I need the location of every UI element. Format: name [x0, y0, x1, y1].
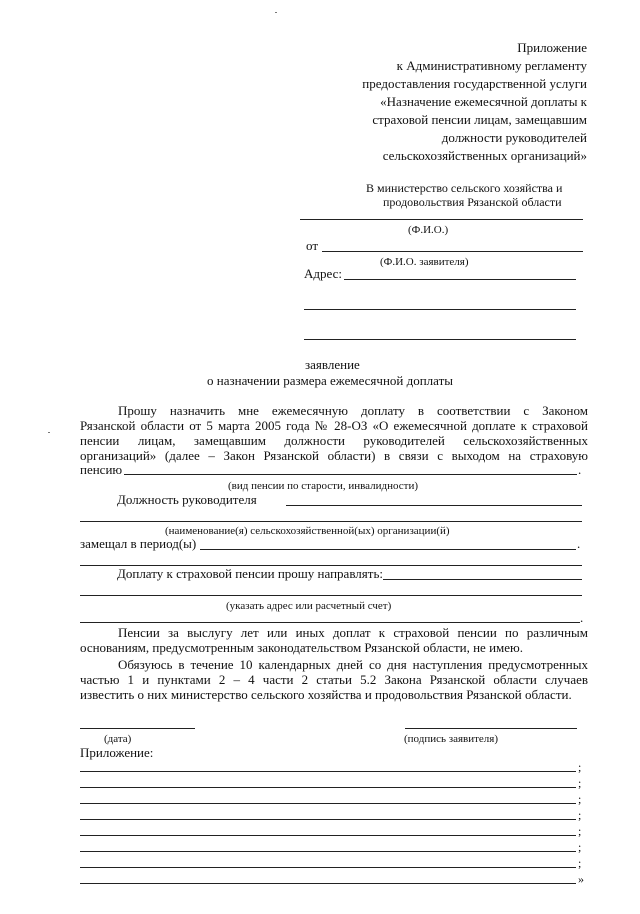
title-line: о назначении размера ежемесячной доплаты: [207, 373, 454, 388]
attachment-line-end: ;: [578, 824, 582, 838]
attachment-line-end: ;: [578, 808, 582, 822]
applicant-caption: (Ф.И.О. заявителя): [380, 256, 469, 268]
scan-speck: [48, 432, 50, 433]
pension-label: пенсию: [80, 462, 123, 477]
payment-label: Доплату к страховой пенсии прошу направлять:: [117, 566, 383, 581]
organization-caption: (наименование(я) сельскохозяйственной(ых) организации(й): [165, 525, 450, 537]
header-line: Приложение: [517, 40, 587, 55]
body-paragraph-line: Прошу назначить мне ежемесячную доплату в соответствии с Законом: [118, 403, 588, 418]
attachment-line[interactable]: [80, 819, 576, 820]
body-paragraph-line: Пенсии за выслугу лет или иных доплат к страховой пенсии по различным: [118, 625, 588, 640]
recipient-line: В министерство сельского хозяйства и: [366, 181, 563, 195]
scan-speck: [275, 12, 277, 13]
attachment-line-end: »: [578, 872, 584, 886]
body-paragraph-line: частью 1 и пунктами 2 – 4 части 2 статьи 5.2 Закона Рязанской области случаев: [80, 672, 588, 687]
header-line: страховой пенсии лицам, замещавшим: [372, 112, 587, 127]
applicant-name-line[interactable]: [322, 251, 583, 252]
from-label: от: [306, 238, 319, 253]
period-line[interactable]: [200, 549, 576, 550]
signature-line[interactable]: [405, 728, 577, 729]
payment-line[interactable]: [80, 595, 582, 596]
attachment-line-end: ;: [578, 856, 582, 870]
signature-caption: (подпись заявителя): [404, 733, 499, 745]
attachment-line[interactable]: [80, 771, 576, 772]
pension-end-dot: .: [578, 462, 582, 477]
header-line: должности руководителей: [441, 130, 587, 145]
attachment-line[interactable]: [80, 883, 576, 884]
pension-type-line[interactable]: [124, 474, 577, 475]
body-paragraph-line: основаниям, предусмотренным законодательством Рязанской области, не имею.: [80, 640, 523, 655]
fio-line[interactable]: [300, 219, 583, 220]
attachment-line-end: ;: [578, 840, 582, 854]
body-paragraph-line: пенсии лицам, замещавшим должности руководителей сельскохозяйственных: [80, 433, 588, 448]
organization-line[interactable]: [80, 521, 582, 522]
pension-caption: (вид пенсии по старости, инвалидности): [228, 480, 419, 492]
attachment-line-end: ;: [578, 792, 582, 806]
header-line: предоставления государственной услуги: [362, 76, 587, 91]
attachment-line-end: ;: [578, 760, 582, 774]
address-line[interactable]: [344, 279, 576, 280]
date-line[interactable]: [80, 728, 195, 729]
title-line: заявление: [305, 357, 360, 372]
header-line: к Административному регламенту: [396, 58, 587, 73]
fio-caption: (Ф.И.О.): [408, 224, 449, 236]
payment-line[interactable]: [80, 622, 580, 623]
body-paragraph-line: известить о них министерство сельского хозяйства и продовольствия Рязанской области.: [80, 687, 572, 702]
payment-end-dot: .: [580, 610, 584, 625]
date-caption: (дата): [104, 733, 132, 745]
address-label: Адрес:: [304, 266, 342, 281]
period-end-dot: .: [577, 536, 581, 551]
recipient-line: продовольствия Рязанской области: [383, 195, 562, 209]
payment-line[interactable]: [383, 579, 582, 580]
attachment-line[interactable]: [80, 851, 576, 852]
header-line: сельскохозяйственных организаций»: [382, 148, 587, 163]
attachment-line[interactable]: [80, 787, 576, 788]
header-line: «Назначение ежемесячной доплаты к: [380, 94, 587, 109]
address-line[interactable]: [304, 309, 576, 310]
position-line[interactable]: [286, 505, 582, 506]
position-label: Должность руководителя: [117, 492, 257, 507]
attachment-line[interactable]: [80, 867, 576, 868]
attachment-label: Приложение:: [80, 745, 154, 760]
period-label: замещал в период(ы): [80, 536, 197, 551]
attachment-line-end: ;: [578, 776, 582, 790]
payment-caption: (указать адрес или расчетный счет): [226, 600, 392, 612]
body-paragraph-line: Рязанской области от 5 марта 2005 года № 28-ОЗ «О ежемесячной доплате к страховой: [80, 418, 588, 433]
attachment-line[interactable]: [80, 835, 576, 836]
body-paragraph-line: Обязуюсь в течение 10 календарных дней со дня наступления предусмотренных: [118, 657, 588, 672]
address-line[interactable]: [304, 339, 576, 340]
body-paragraph-line: организаций» (далее – Закон Рязанской области) в связи с выходом на страховую: [80, 448, 588, 463]
attachment-line[interactable]: [80, 803, 576, 804]
